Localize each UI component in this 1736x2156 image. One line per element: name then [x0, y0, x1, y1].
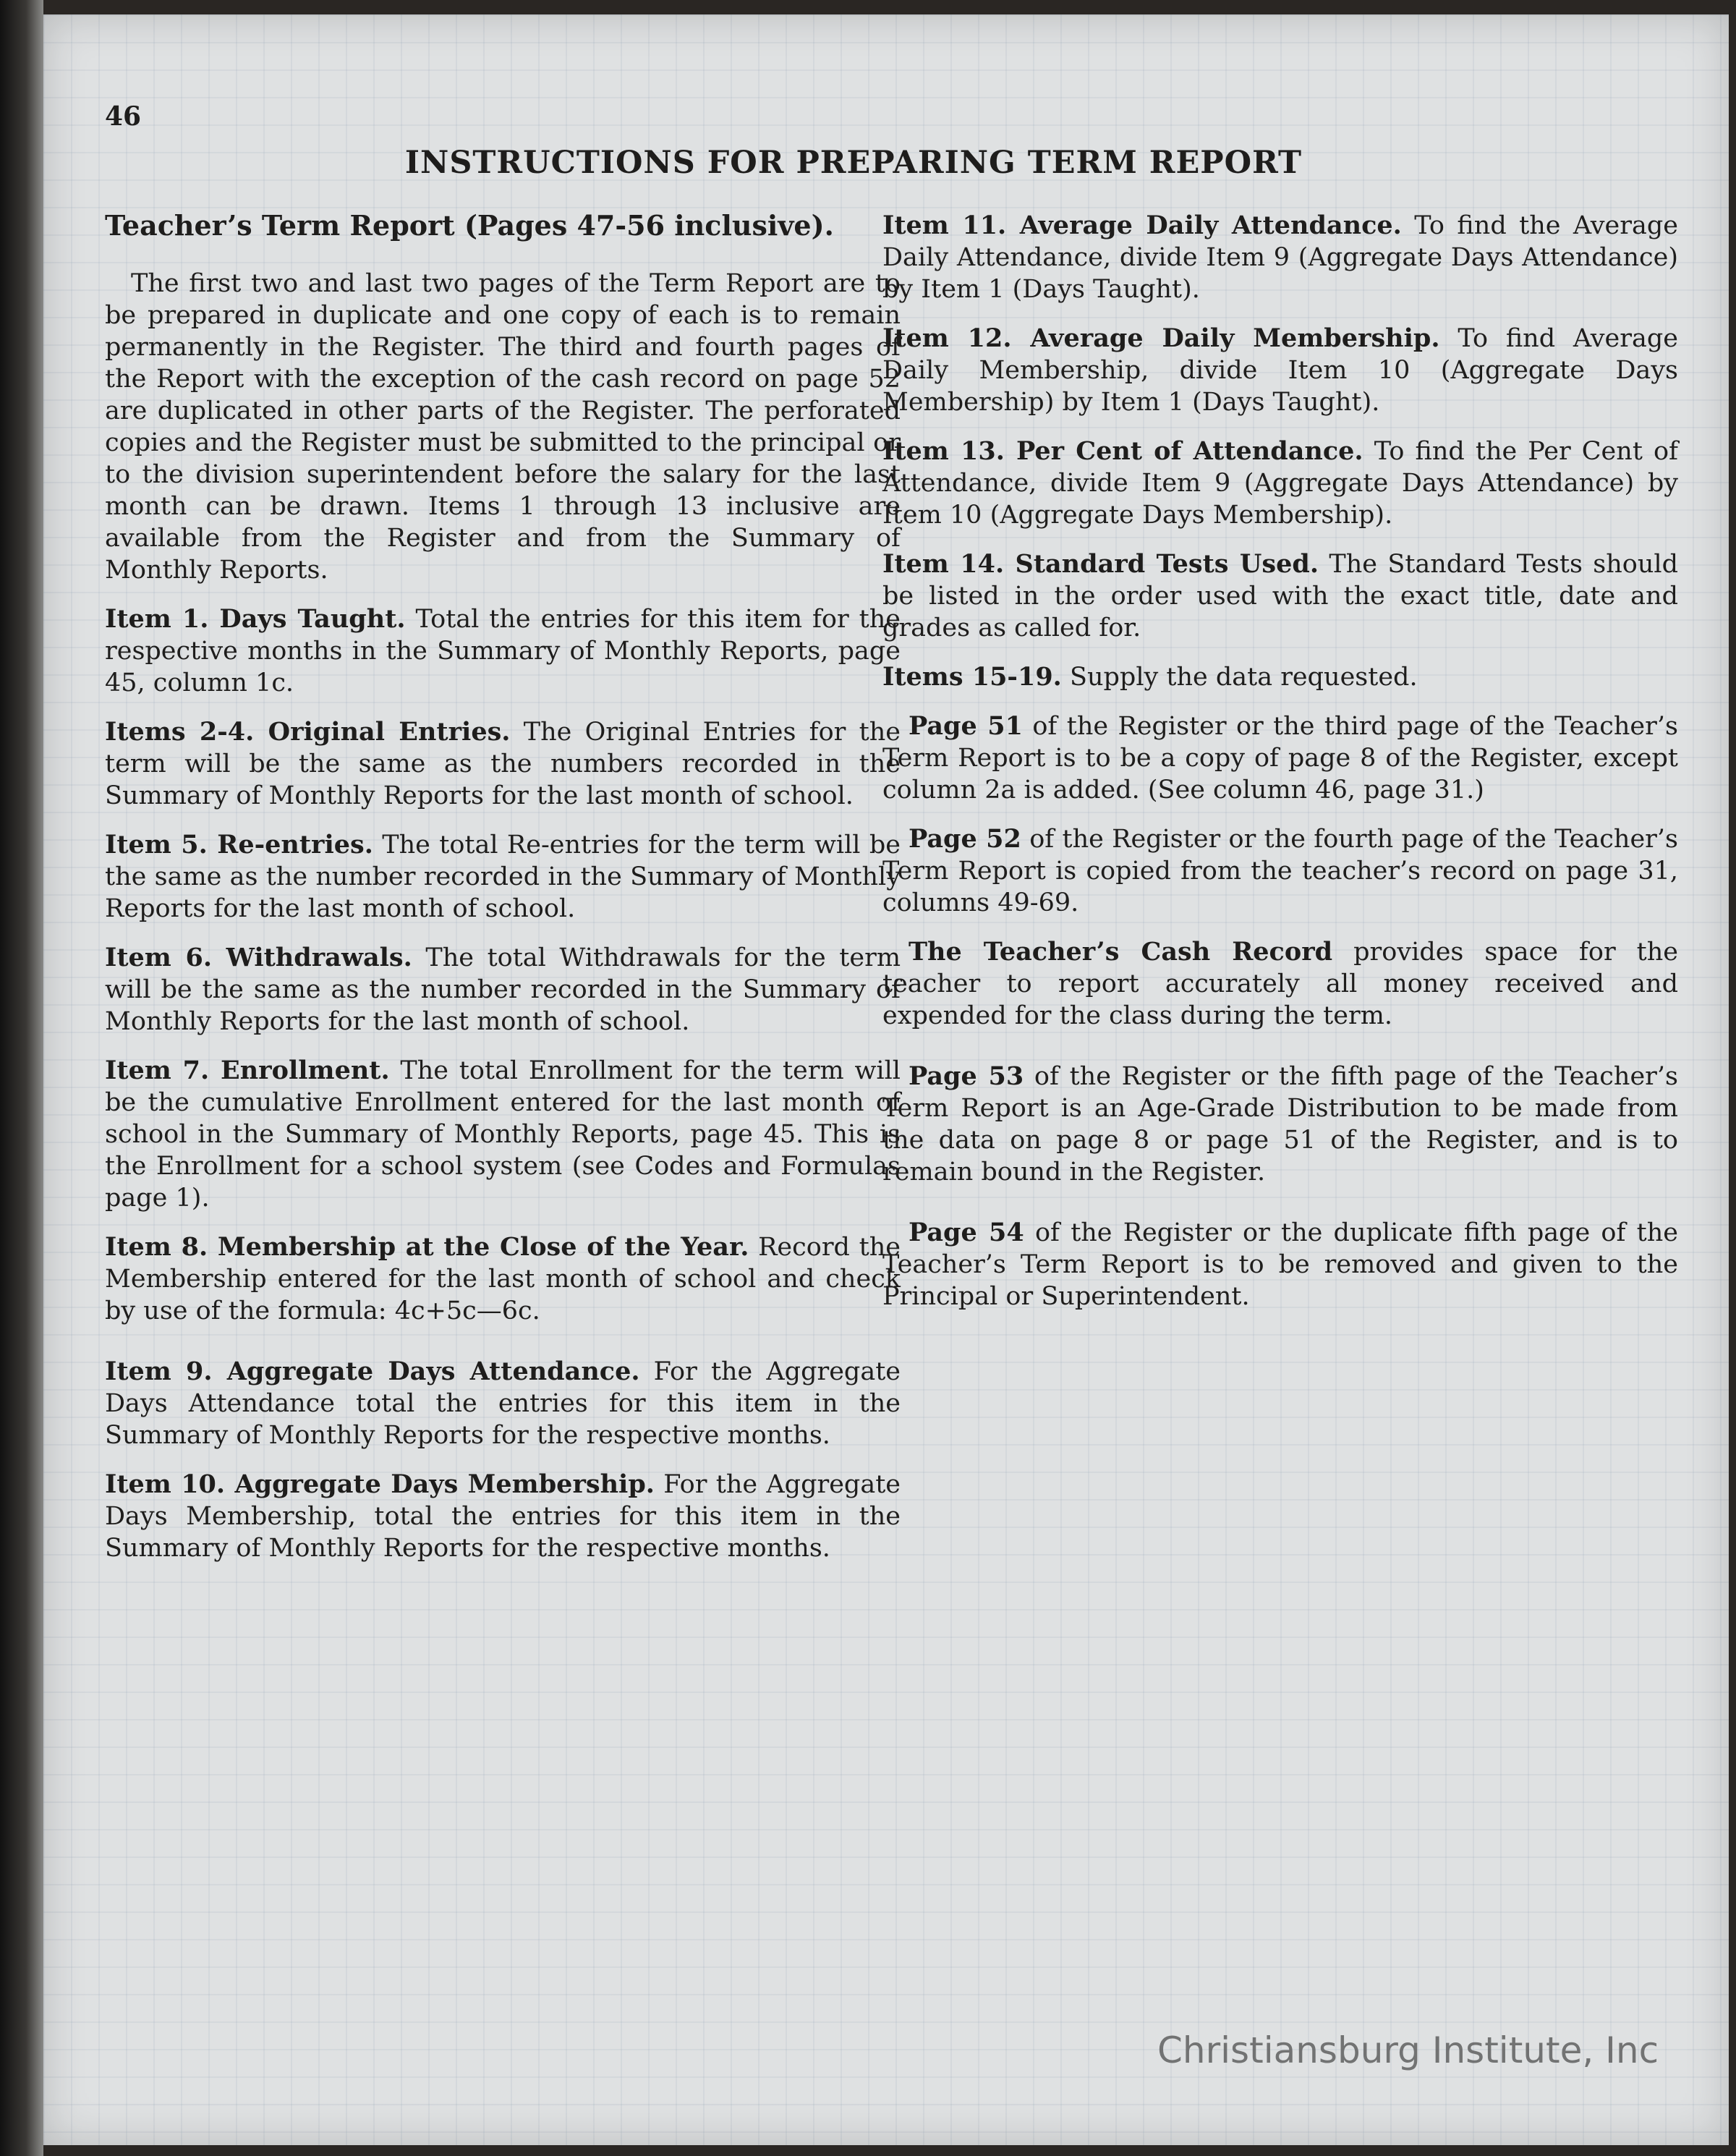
- item-text: The total Withdrawals for the term will be the same as the number recorded in the Summary of Monthly Reports for the last month of school.: [105, 943, 901, 1036]
- item-lead: The Teacher’s Cash Record: [909, 937, 1333, 967]
- item-lead: Item 12. Average Daily Membership.: [882, 323, 1440, 353]
- item-5: [105, 829, 901, 925]
- item-lead: Item 5. Re-entries.: [105, 830, 373, 860]
- item-text: of the Register or the fifth page of the Teacher’s Term Report is an Age-Grade Distribution to be made from the data on page 8 or page 51 of the Register, and is to remain bound in the Register.: [882, 1062, 1678, 1187]
- watermark: Christiansburg Institute, Inc: [1157, 2029, 1659, 2071]
- page-53-note: [882, 1061, 1678, 1188]
- item-lead: Item 7. Enrollment.: [105, 1056, 390, 1085]
- item-text: Supply the data requested.: [1070, 663, 1418, 692]
- item-text: The total Enrollment for the term will be the cumulative Enrollment entered for the last month of school in the Summary of Monthly Reports, page 45. This is the Enrollment for a school system (see Codes and Formulas page 1).: [105, 1056, 901, 1213]
- item-text: provides space for the teacher to report accurately all money received and expended for the class during the term.: [882, 938, 1678, 1030]
- item-text: The Standard Tests should be listed in the order used with the exact title, date and grades as called for.: [882, 550, 1678, 642]
- item-text: For the Aggregate Days Membership, total the entries for this item in the Summary of Monthly Reports for the respective months.: [105, 1470, 901, 1563]
- item-text: To find the Average Daily Attendance, divide Item 9 (Aggregate Days Attendance) by Item 1 (Days Taught).: [882, 211, 1678, 304]
- item-text: of the Register or the third page of the Teacher’s Term Report is to be a copy of page 8 of the Register, except column 2a is added. (See column 46, page 31.): [882, 712, 1678, 805]
- item-lead: Item 11. Average Daily Attendance.: [882, 211, 1402, 240]
- item-text: The Original Entries for the term will be the same as the numbers recorded in the Summary of Monthly Reports for the last month of school.: [105, 718, 901, 810]
- item-14: [882, 548, 1678, 644]
- item-text: The total Re-entries for the term will be the same as the number recorded in the Summary of Monthly Reports for the last month of school.: [105, 831, 901, 923]
- item-lead: Item 10. Aggregate Days Membership.: [105, 1469, 655, 1499]
- item-lead: Item 9. Aggregate Days Attendance.: [105, 1357, 640, 1386]
- items-2-4: [105, 716, 901, 812]
- item-7: [105, 1055, 901, 1214]
- item-8: [105, 1231, 901, 1327]
- item-text: To find the Per Cent of Attendance, divide Item 9 (Aggregate Days Attendance) by Item 10 (Aggregate Days Membership).: [882, 437, 1678, 530]
- item-lead: Page 54: [909, 1218, 1024, 1247]
- item-11: [882, 210, 1678, 305]
- items-15-19: [882, 661, 1678, 693]
- item-lead: Items 15-19.: [882, 662, 1062, 692]
- item-lead: Page 53: [909, 1061, 1024, 1091]
- item-lead: Item 1. Days Taught.: [105, 604, 406, 634]
- right-column: [882, 210, 1678, 1330]
- item-text: To find Average Daily Membership, divide Item 10 (Aggregate Days Membership) by Item 1 (Days Taught).: [882, 324, 1678, 417]
- item-text: of the Register or the duplicate fifth page of the Teacher’s Term Report is to be removed and given to the Principal or Superintendent.: [882, 1218, 1678, 1311]
- item-text: of the Register or the fourth page of the Teacher’s Term Report is copied from the teacher’s record on page 31, columns 49-69.: [882, 825, 1678, 917]
- page-number: 46: [105, 101, 142, 132]
- item-lead: Item 6. Withdrawals.: [105, 943, 412, 972]
- item-12: [882, 323, 1678, 418]
- item-1: [105, 603, 901, 699]
- item-lead: Page 52: [909, 824, 1021, 854]
- item-lead: Page 51: [909, 711, 1023, 741]
- item-lead: Item 8. Membership at the Close of the Year.: [105, 1232, 749, 1262]
- book-spine: [0, 0, 43, 2156]
- cash-record-note: [882, 936, 1678, 1032]
- item-text: Record the Membership entered for the last month of school and check by use of the formula: 4c+5c—6c.: [105, 1233, 901, 1325]
- section-heading: Teacher’s Term Report (Pages 47-56 inclusive).: [105, 209, 834, 242]
- item-6: [105, 942, 901, 1037]
- item-text: For the Aggregate Days Attendance total the entries for this item in the Summary of Monthly Reports for the respective months.: [105, 1357, 901, 1450]
- page-title: INSTRUCTIONS FOR PREPARING TERM REPORT: [404, 145, 1303, 181]
- page-52-note: [882, 823, 1678, 919]
- item-13: [882, 436, 1678, 531]
- intro-paragraph: The first two and last two pages of the Term Report are to be prepared in duplicate and one copy of each is to remain permanently in the Register. The third and fourth pages of the Report with the exception of the cash record on page 52 are duplicated in other parts of the Register. The perforated copies and the Register must be submitted to the principal or to the division superintendent before the salary for the last month can be drawn. Items 1 through 13 inclusive are available from the Register and from the Summary of Monthly Reports.: [105, 269, 901, 585]
- item-lead: Items 2-4. Original Entries.: [105, 717, 511, 747]
- item-lead: Item 13. Per Cent of Attendance.: [882, 436, 1363, 466]
- item-lead: Item 14. Standard Tests Used.: [882, 549, 1319, 579]
- item-9: [105, 1356, 901, 1451]
- item-text: Total the entries for this item for the respective months in the Summary of Monthly Reports, page 45, column 1c.: [105, 605, 901, 697]
- page-54-note: [882, 1217, 1678, 1312]
- left-column: [105, 210, 901, 1582]
- item-10: [105, 1469, 901, 1564]
- page-51-note: [882, 710, 1678, 806]
